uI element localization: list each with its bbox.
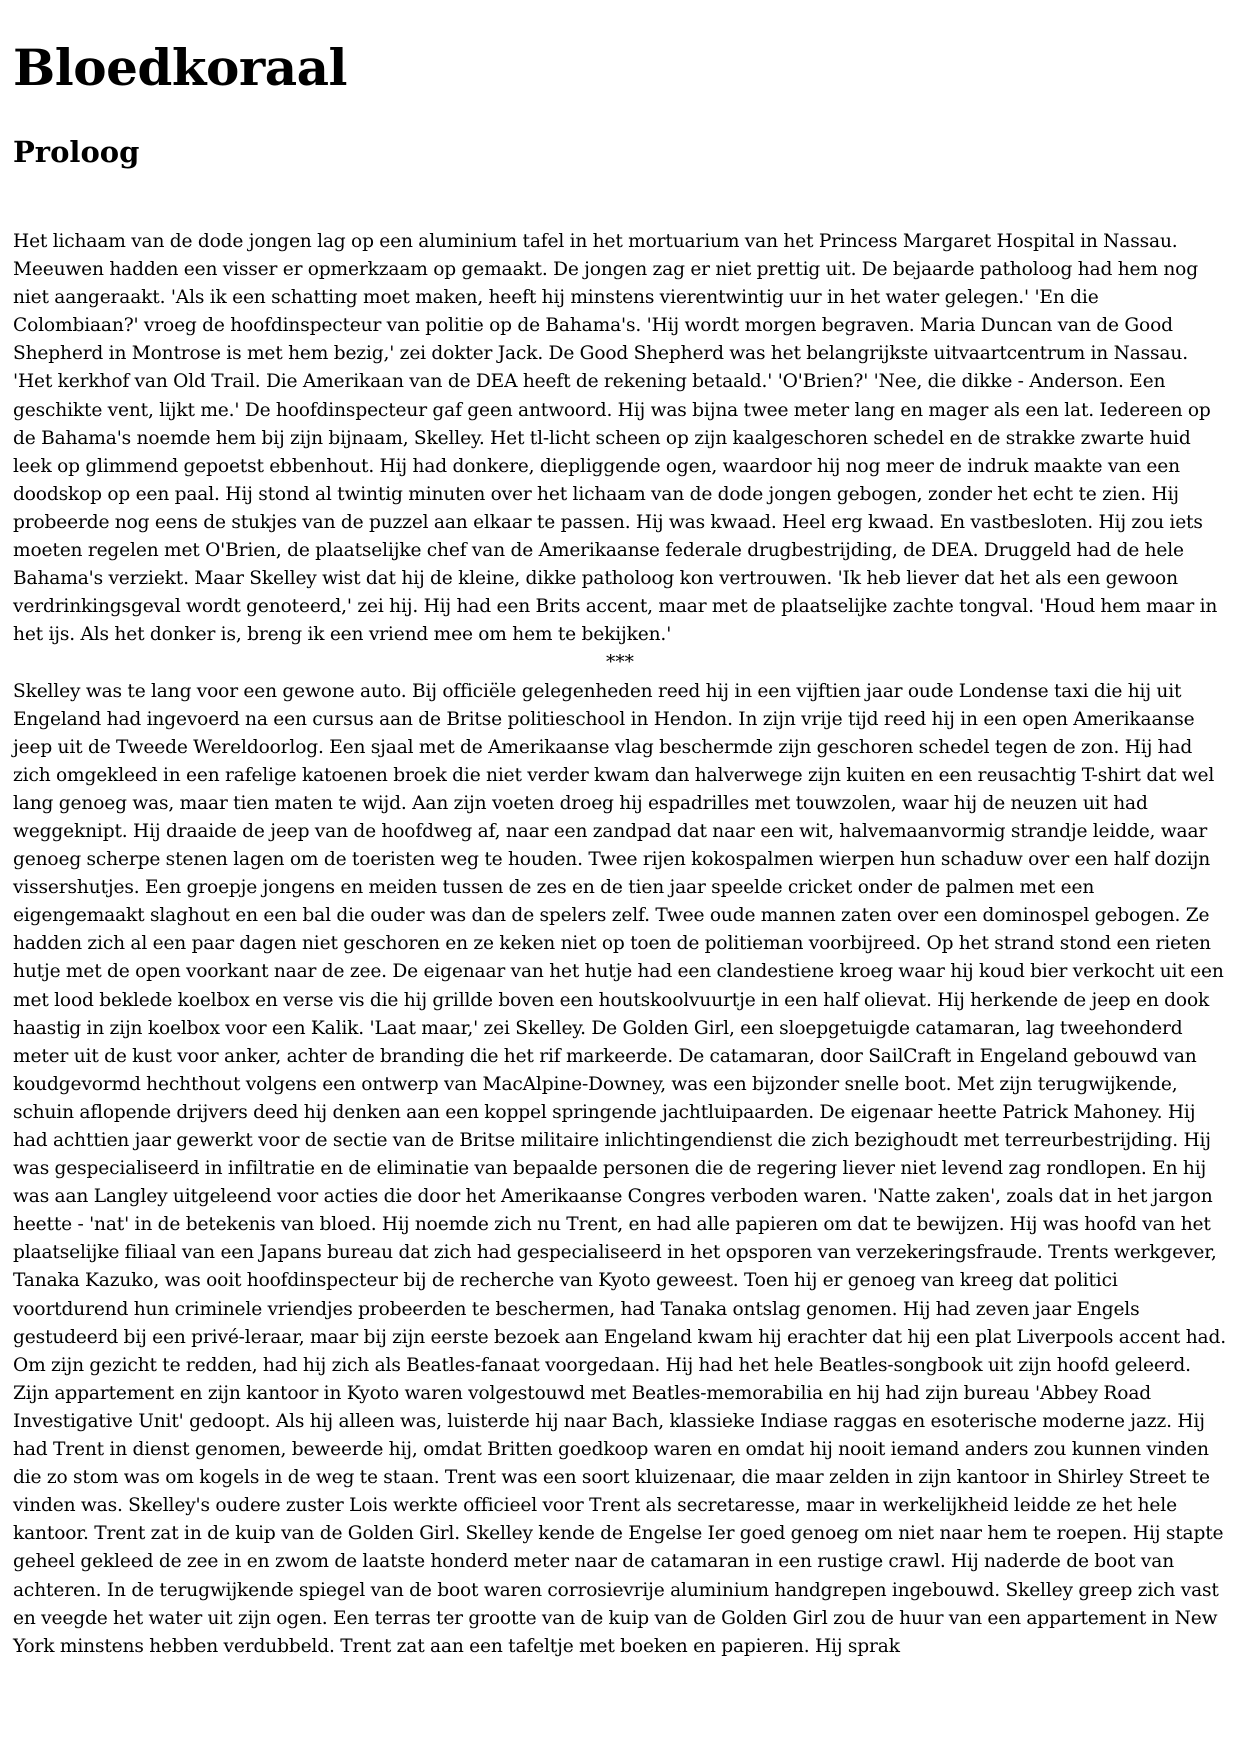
paragraph: Het lichaam van de dode jongen lag op een aluminium tafel in het mortuarium van het Princess Margaret Hospital in Nassau. Meeuwen hadden een visser er opmerkzaam op gemaakt. De jongen zag er niet prettig uit. De bejaarde patholoog had hem nog niet aangeraakt. 'Als ik een schatting moet maken, heeft hij minstens vierentwintig uur in het water gelegen.' 'En die Colombiaan?' vroeg de hoofdinspecteur van politie op de Bahama's. 'Hij wordt morgen begraven. Maria Duncan van de Good Shepherd in Montrose is met hem bezig,' zei dokter Jack. De Good Shepherd was het belangrijkste uitvaartcentrum in Nassau. 'Het kerkhof van Old Trail. Die Amerikaan van de DEA heeft de rekening betaald.' 'O'Brien?' 'Nee, die dikke - Anderson. Een geschikte vent, lijkt me.' De hoofdinspecteur gaf geen antwoord. Hij was bijna twee meter lang en mager als een lat. Iedereen op de Bahama's noemde hem bij zijn bijnaam, Skelley. Het tl-licht scheen op zijn kaalgeschoren schedel en de strakke zwarte huid leek op glimmend gepoetst ebbenhout. Hij had donkere, diepliggende ogen, waardoor hij nog meer de indruk maakte van een doodskop op een paal. Hij stond al twintig minuten over het lichaam van de dode jongen gebogen, zonder het echt te zien. Hij probeerde nog eens de stukjes van de puzzel aan elkaar te passen. Hij was kwaad. Heel erg kwaad. En vastbesloten. Hij zou iets moeten regelen met O'Brien, de plaatselijke chef van de Amerikaanse federale drugbestrijding, de DEA. Druggeld had de hele Bahama's verziekt. Maar Skelley wist dat hij de kleine, dikke patholoog kon vertrouwen. 'Ik heb liever dat het als een gewoon verdrinkingsgeval wordt genoteerd,' zei hij. Hij had een Brits accent, maar met de plaatselijke zachte tongval. 'Houd hem maar in het ijs. Als het donker is, breng ik een vriend mee om hem te bekijken.' <box>13 231 1218 646</box>
chapter-heading: Proloog <box>13 135 140 169</box>
document-page <box>13 0 1227 1661</box>
document-title: Bloedkoraal <box>13 38 348 97</box>
paragraph: Skelley was te lang voor een gewone auto. Bij officiële gelegenheden reed hij in een vijftien jaar oude Londense taxi die hij uit Engeland had ingevoerd na een cursus aan de Britse politieschool in Hendon. In zijn vrije tijd reed hij in een open Amerikaanse jeep uit de Tweede Wereldoorlog. Een sjaal met de Amerikaanse vlag beschermde zijn geschoren schedel tegen de zon. Hij had zich omgekleed in een rafelige katoenen broek die niet verder kwam dan halverwege zijn kuiten en een reusachtig T-shirt dat wel lang genoeg was, maar tien maten te wijd. Aan zijn voeten droeg hij espadrilles met touwzolen, waar hij de neuzen uit had weggeknipt. Hij draaide de jeep van de hoofdweg af, naar een zandpad dat naar een wit, halvemaanvormig strandje leidde, waar genoeg scherpe stenen lagen om de toeristen weg te houden. Twee rijen kokospalmen wierpen hun schaduw over een half dozijn vissershutjes. Een groepje jongens en meiden tussen de zes en de tien jaar speelde cricket onder de palmen met een eigengemaakt slaghout en een bal die ouder was dan de spelers zelf. Twee oude mannen zaten over een dominospel gebogen. Ze hadden zich al een paar dagen niet geschoren en ze keken niet op toen de politieman voorbijreed. Op het strand stond een rieten hutje met de open voorkant naar de zee. De eigenaar van het hutje had een clandestiene kroeg waar hij koud bier verkocht uit een met lood beklede koelbox en verse vis die hij grillde boven een houtskoolvuurtje in een half olievat. Hij herkende de jeep en dook haastig in zijn koelbox voor een Kalik. 'Laat maar,' zei Skelley. De Golden Girl, een sloepgetuigde catamaran, lag tweehonderd meter uit de kust voor anker, achter de branding die het rif markeerde. De catamaran, door SailCraft in Engeland gebouwd van koudgevormd hechthout volgens een ontwerp van MacAlpine-Downey, was een bijzonder snelle boot. Met zijn terugwijkende, schuin aflopende drijvers deed hij denken aan een koppel springende jachtluipaarden. De eigenaar heette Patrick Mahoney. Hij had achttien jaar gewerkt voor de sectie van de Britse militaire inlichtingendienst die zich bezighoudt met terreurbestrijding. Hij was gespecialiseerd in infiltratie en de eliminatie van bepaalde personen die de regering liever niet levend zag rondlopen. En hij was aan Langley uitgeleend voor acties die door het Amerikaanse Congres verboden waren. 'Natte zaken', zoals dat in het jargon heette - 'nat' in de betekenis van bloed. Hij noemde zich nu Trent, en had alle papieren om dat te bewijzen. Hij was hoofd van het plaatselijke filiaal van een Japans bureau dat zich had gespecialiseerd in het opsporen van verzekeringsfraude. Trents werkgever, Tanaka Kazuko, was ooit hoofdinspecteur bij de recherche van Kyoto geweest. Toen hij er genoeg van kreeg dat politici voortdurend hun criminele vriendjes probeerden te beschermen, had Tanaka ontslag genomen. Hij had zeven jaar Engels gestudeerd bij een privé-leraar, maar bij zijn eerste bezoek aan Engeland kwam hij erachter dat hij een plat Liverpools accent had. Om zijn gezicht te redden, had hij zich als Beatles-fanaat voorgedaan. Hij had het hele Beatles-songbook uit zijn hoofd geleerd. Zijn appartement en zijn kantoor in Kyoto waren volgestouwd met Beatles-memorabilia en hij had zijn bureau 'Abbey Road Investigative Unit' gedoopt. Als hij alleen was, luisterde hij naar Bach, klassieke Indiase raggas en esoterische moderne jazz. Hij had Trent in dienst genomen, beweerde hij, omdat Britten goedkoop waren en omdat hij nooit iemand anders zou kunnen vinden die zo stom was om kogels in de weg te staan. Trent was een soort kluizenaar, die maar zelden in zijn kantoor in Shirley Street te vinden was. Skelley's oudere zuster Lois werkte officieel voor Trent als secretaresse, maar in werkelijkheid leidde ze het hele kantoor. Trent zat in de kuip van de Golden Girl. Skelley kende de Engelse Ier goed genoeg om niet naar hem te roepen. Hij stapte geheel gekleed de zee in en zwom de laatste honderd meter naar de catamaran in een rustige crawl. Hij naderde de boot van achteren. In de terugwijkende spiegel van de boot waren corrosievrije aluminium handgrepen ingebouwd. Skelley greep zich vast en veegde het water uit zijn ogen. Een terras ter grootte van de kuip van de Golden Girl zou de huur van een appartement in New York minstens hebben verdubbeld. Trent zat aan een tafeltje met boeken en papieren. Hij sprak <box>13 680 1226 1657</box>
scene-separator: *** <box>606 652 634 674</box>
